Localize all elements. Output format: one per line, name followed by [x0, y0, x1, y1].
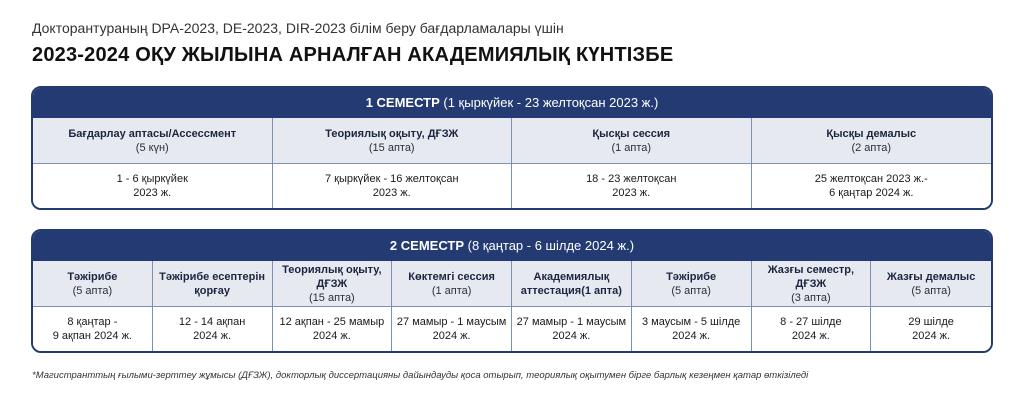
period-cell — [33, 261, 153, 306]
period-duration: (5 апта) — [72, 284, 113, 297]
semester-2-dates-row — [33, 307, 991, 351]
period-name: Қысқы демалыс — [826, 127, 917, 140]
dates-cell — [33, 164, 273, 208]
period-name: Жазғы семестр, ДҒЗЖ — [767, 263, 855, 290]
period-duration: (15 апта) — [368, 141, 415, 154]
period-name: Көктемгі сессия — [408, 270, 495, 283]
dates-line: 2024 ж. — [312, 330, 351, 342]
dates-line: 1 - 6 қыркүйек — [116, 173, 188, 185]
dates-line: 29 шілде — [908, 316, 954, 328]
dates-cell — [273, 164, 513, 208]
dates-line: 8 қаңтар - — [67, 316, 118, 328]
semester-1-header — [33, 88, 991, 118]
semester-1-dates-row — [33, 164, 991, 208]
period-name: Жазғы демалыс — [886, 270, 976, 283]
dates-cell — [752, 164, 992, 208]
period-duration: (15 апта) — [309, 291, 355, 304]
period-name: Тәжірибе — [666, 270, 717, 283]
dates-cell — [512, 164, 752, 208]
dates-line: 6 қаңтар 2024 ж. — [829, 187, 914, 199]
dates-line: 3 маусым - 5 шілде — [642, 316, 741, 328]
period-cell — [33, 118, 273, 163]
dates-line: 2024 ж. — [672, 330, 711, 342]
period-duration: (5 апта) — [671, 284, 711, 297]
period-name: Бағдарлау аптасы/Ассессмент — [68, 127, 237, 140]
dates-line: 2023 ж. — [612, 187, 651, 199]
dates-line: 12 ақпан - 25 мамыр — [279, 316, 385, 328]
semester-1-table — [31, 86, 993, 210]
period-cell — [871, 261, 991, 306]
dates-line: 18 - 23 желтоқсан — [586, 173, 677, 185]
period-duration: (1 апта) — [431, 284, 472, 297]
period-duration: (5 күн) — [135, 141, 169, 154]
dates-line: 25 желтоқсан 2023 ж.- — [814, 173, 928, 185]
dates-cell — [273, 307, 393, 351]
semester-2-range: (8 қаңтар - 6 шілде 2024 ж.) — [467, 238, 635, 253]
document-subtitle: Докторантураның DPA-2023, DE-2023, DIR-2023 білім беру бағдарламалары үшін — [32, 20, 564, 36]
period-duration: (3 апта) — [791, 291, 831, 304]
dates-line: 2024 ж. — [193, 330, 232, 342]
period-cell — [512, 261, 632, 306]
period-name: Тәжірибе есептерін — [159, 270, 266, 283]
period-name: Тәжірибе — [67, 270, 118, 283]
dates-cell — [512, 307, 632, 351]
dates-line: 2024 ж. — [912, 330, 951, 342]
period-duration: (5 апта) — [911, 284, 951, 297]
period-name: Қысқы сессия — [592, 127, 671, 140]
document-title: 2023-2024 ОҚУ ЖЫЛЫНА АРНАЛҒАН АКАДЕМИЯЛЫҚ КҮНТІЗБЕ — [32, 44, 674, 66]
period-cell — [752, 261, 872, 306]
period-cell — [273, 261, 393, 306]
dates-cell — [632, 307, 752, 351]
period-cell — [752, 118, 992, 163]
dates-line: 2023 ж. — [372, 187, 411, 199]
semester-1-label: 1 СЕМЕСТР — [365, 95, 440, 110]
period-name: Теориялық оқыту, ДҒЗЖ — [325, 127, 459, 140]
period-cell — [153, 261, 273, 306]
dates-line: 7 қыркүйек - 16 желтоқсан — [324, 173, 459, 185]
footnote: *Магистранттың ғылыми-зерттеу жұмысы (ДҒЗЖ), докторлық диссертацияны дайындауды қоса отырып, теориялық оқытумен бірге барлық кезеңмен қатар өткізіледі — [32, 370, 809, 381]
dates-cell — [871, 307, 991, 351]
period-name: Теориялық оқыту, ДҒЗЖ — [282, 263, 382, 290]
dates-line: 27 мамыр - 1 маусым — [396, 316, 507, 328]
semester-1-periods-row — [33, 118, 991, 164]
period-duration: (2 апта) — [851, 141, 892, 154]
period-name-cont: қорғау — [194, 284, 230, 297]
period-name: Академиялық — [533, 270, 610, 283]
dates-line: 12 - 14 ақпан — [178, 316, 246, 328]
period-duration: (1 апта) — [611, 141, 652, 154]
semester-2-table — [31, 229, 993, 353]
dates-line: 2024 ж. — [552, 330, 591, 342]
semester-1-range: (1 қыркүйек - 23 желтоқсан 2023 ж.) — [443, 95, 659, 110]
dates-cell — [33, 307, 153, 351]
dates-line: 2023 ж. — [133, 187, 172, 199]
dates-cell — [392, 307, 512, 351]
dates-line: 8 - 27 шілде — [780, 316, 842, 328]
period-name-cont: аттестация(1 апта) — [520, 284, 622, 297]
period-cell — [632, 261, 752, 306]
semester-2-header — [33, 231, 991, 261]
semester-2-periods-row — [33, 261, 991, 307]
period-cell — [392, 261, 512, 306]
dates-line: 2024 ж. — [791, 330, 830, 342]
dates-line: 27 мамыр - 1 маусым — [516, 316, 627, 328]
dates-line: 2024 ж. — [432, 330, 471, 342]
period-cell — [273, 118, 513, 163]
dates-cell — [752, 307, 872, 351]
dates-line: 9 ақпан 2024 ж. — [52, 330, 132, 342]
period-cell — [512, 118, 752, 163]
semester-2-label: 2 СЕМЕСТР — [389, 238, 464, 253]
dates-cell — [153, 307, 273, 351]
